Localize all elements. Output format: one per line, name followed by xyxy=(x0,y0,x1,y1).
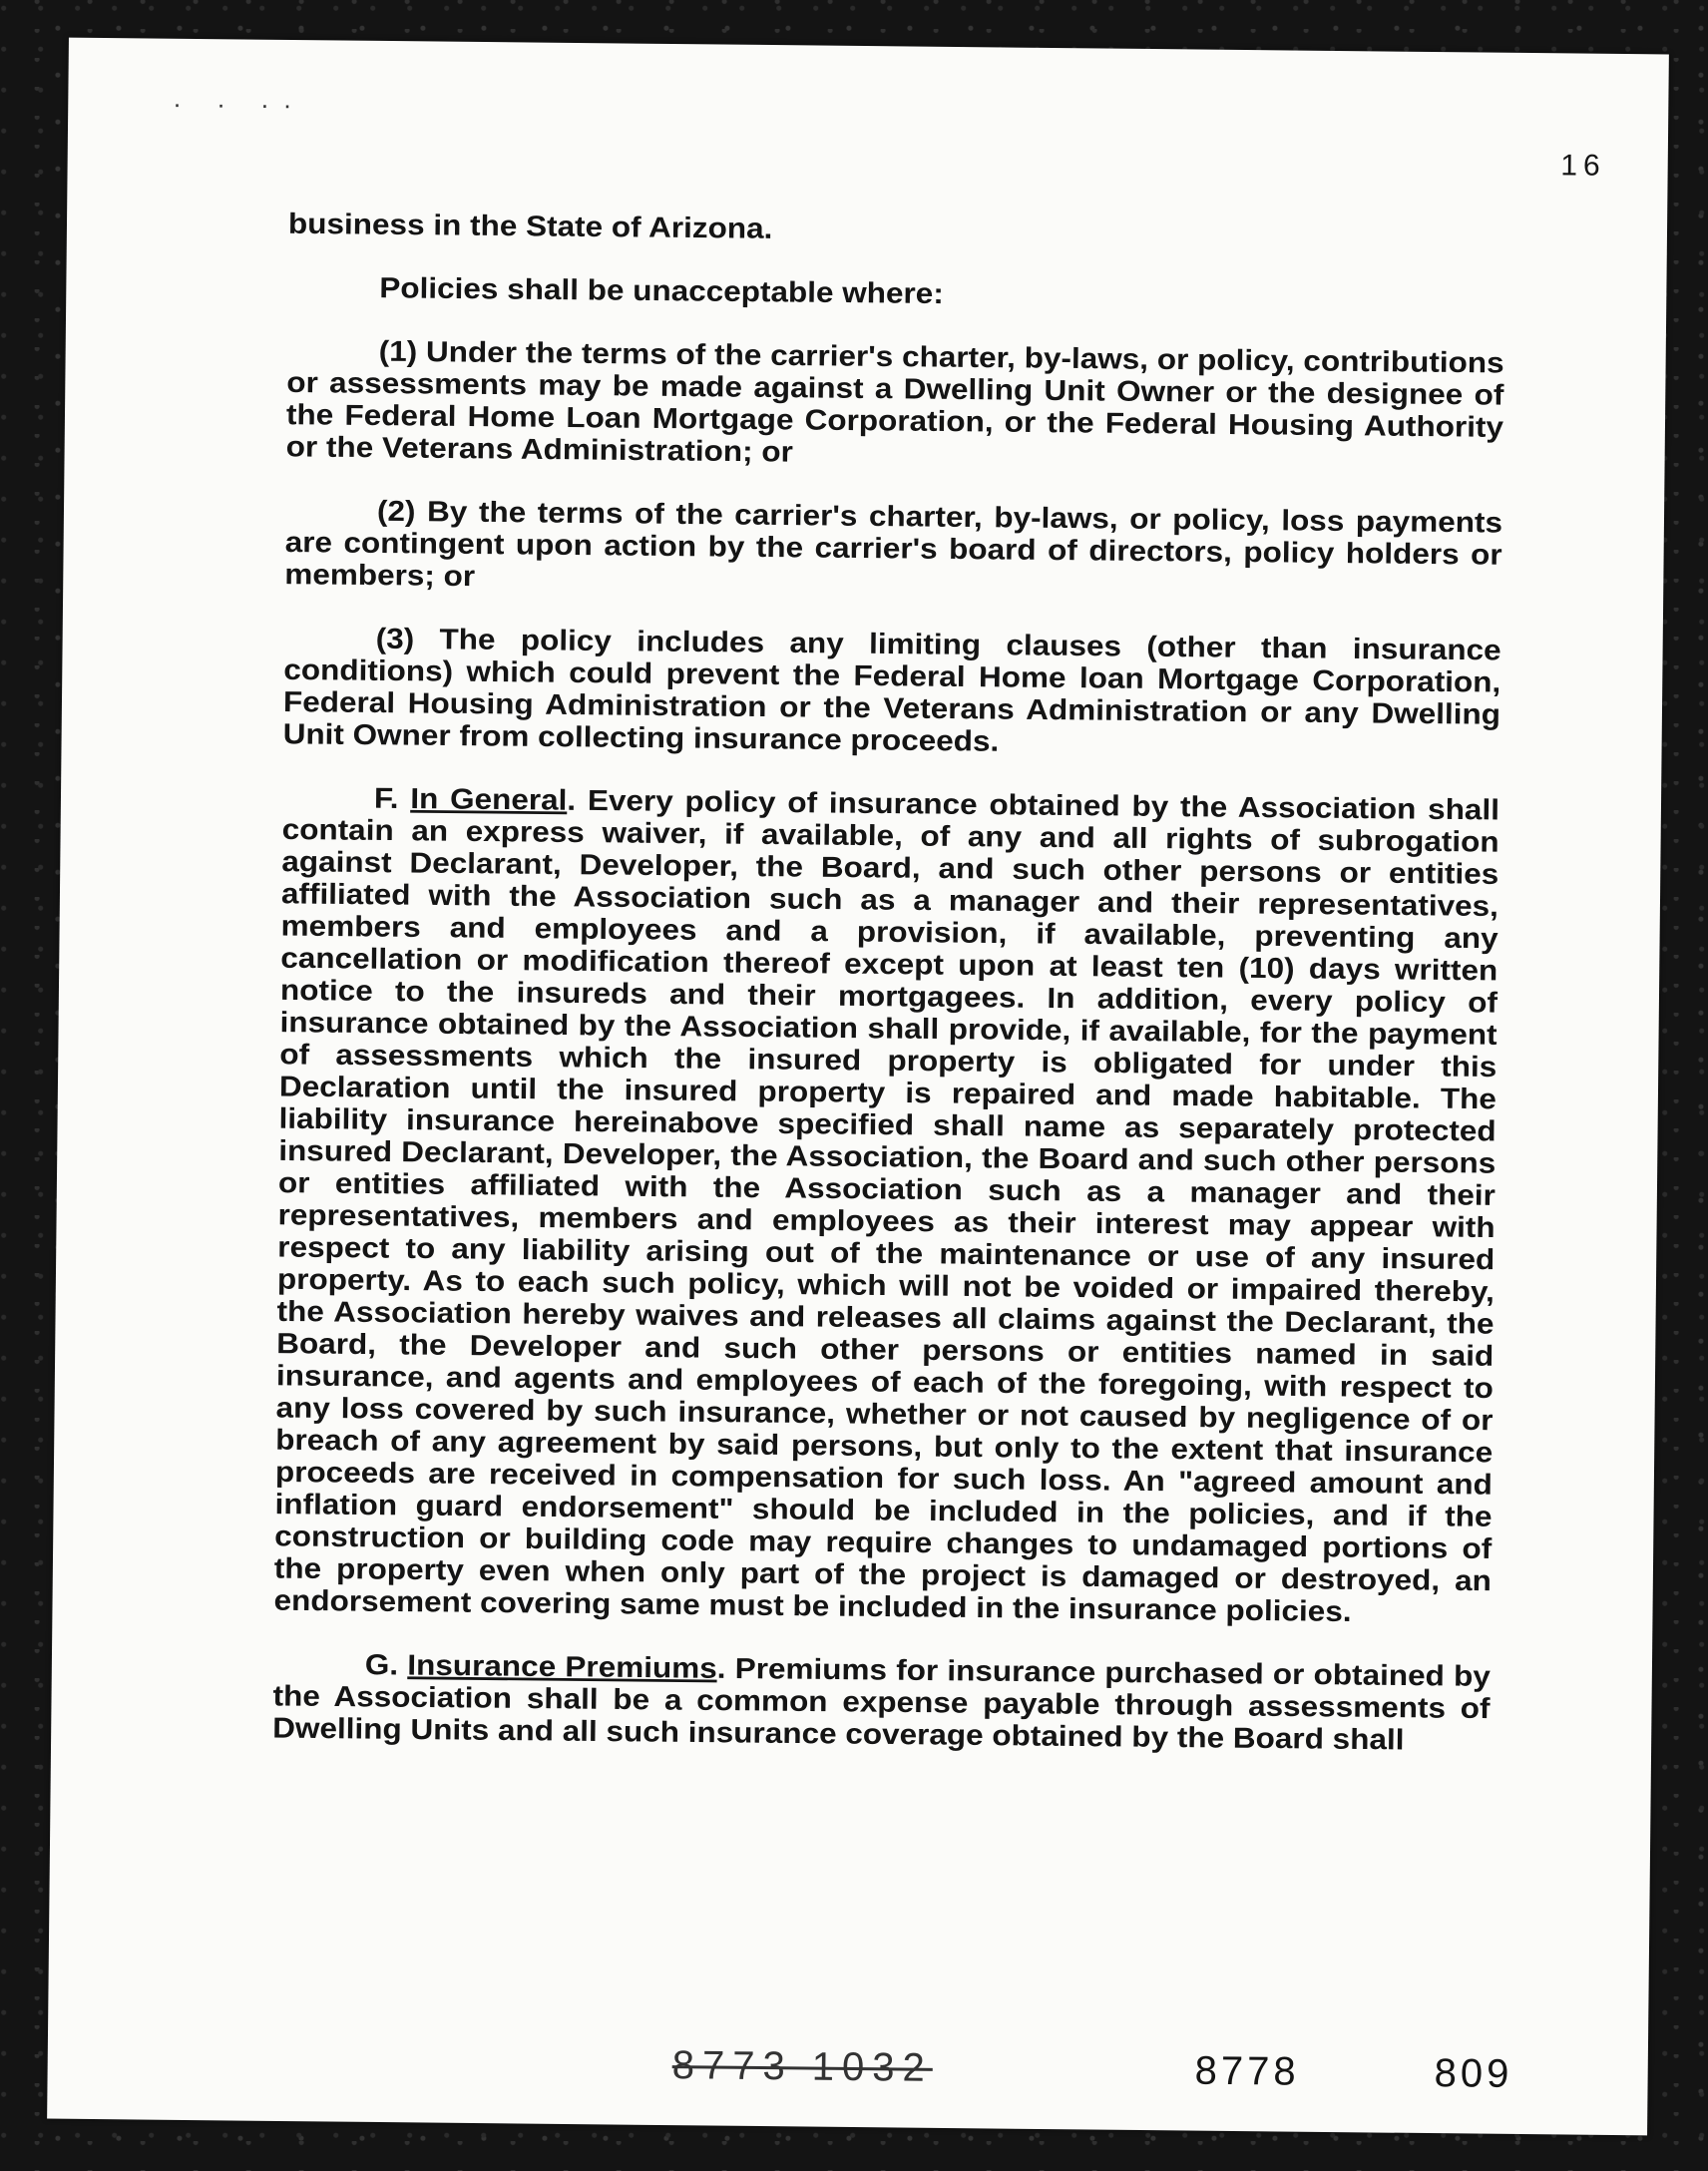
scan-specks: · · ·· xyxy=(173,88,306,121)
section-f-heading: In General xyxy=(410,781,568,817)
page-number: 16 xyxy=(1560,149,1606,183)
document-body xyxy=(272,208,1505,1788)
recording-code-b: 809 xyxy=(1434,2051,1513,2096)
struck-code: 8773 1032 xyxy=(671,2043,934,2090)
lead-line: Policies shall be unacceptable where: xyxy=(379,270,944,310)
footer-codes xyxy=(47,2037,1648,2114)
section-f-text: . Every policy of insurance obtained by the Association shall contain an express waiver, if available, of any and all rights of subrogation against Declarant, Developer, the Board, and such other persons or entities affiliated with the Association such as a manager and their representatives, members and employees and a provision, if available, preventing any cancellation or modification thereof except upon at least ten (10) days written notice to the insureds and their mortgagees. In addition, every policy of insurance obtained by the Association shall provide, if available, for the payment of assessments which the insured property is obligated for under this Declaration until the insured property is repaired and made habitable. The liability insurance hereinabove specified shall name as separately protected insured Declarant, Developer, the Association, the Board and such other persons or entities affiliated with the Association such as a manager and their representatives, members and employees as their interest may appear with respect to any liability arising out of the maintenance or use of any insured property. As to each such policy, which will not be voided or impaired thereby, the Association hereby waives and releases all claims against the Declarant, the Board, the Developer and such other persons or entities named in said insurance, and agents and employees of each of the foregoing, with respect to any loss covered by such insurance, whether or not caused by negligence of or breach of any agreement by said persons, but only to the extent that insurance proceeds are received in compensation for such loss. An "agreed amount and inflation guard endorsement" should be included in the policies, and if the construction or building code may require changes to undamaged portions of the property even when only part of the project is damaged or destroyed, an endorsement covering same must be included in the insurance policies. xyxy=(273,783,1500,1628)
section-f xyxy=(273,781,1499,1629)
recording-code-a: 8778 xyxy=(1194,2048,1300,2094)
section-g-letter: G. xyxy=(364,1647,399,1681)
clause-3: (3) The policy includes any limiting clauses (other than insurance conditions) which could prevent the Federal Home loan Mortgage Corporation, Federal Housing Administration or the Veterans Administration or any Dwelling Unit Owner from collecting insurance proceeds. xyxy=(282,621,1501,758)
section-g-text: . Premiums for insurance purchased or obtained by the Association shall be a common expense payable through assessments of Dwelling Units and all such insurance coverage obtained by the Board shall xyxy=(272,1651,1492,1756)
section-f-letter: F. xyxy=(373,780,399,815)
section-g-heading: Insurance Premiums xyxy=(407,1647,717,1685)
section-g xyxy=(272,1647,1491,1756)
document-page xyxy=(47,38,1669,2136)
intro-line: business in the State of Arizona. xyxy=(287,207,773,245)
clause-2: (2) By the terms of the carrier's charter, by-laws, or policy, loss payments are contingent upon action by the carrier's board of directors, policy holders or members; or xyxy=(284,494,1503,593)
clause-1: (1) Under the terms of the carrier's charter, by-laws, or policy, contributions or assessments may be made against a Dwelling Unit Owner or the designee of the Federal Home Loan Mortgage Corporation, or the Federal Housing Authority or the Veterans Administration; or xyxy=(285,333,1504,469)
